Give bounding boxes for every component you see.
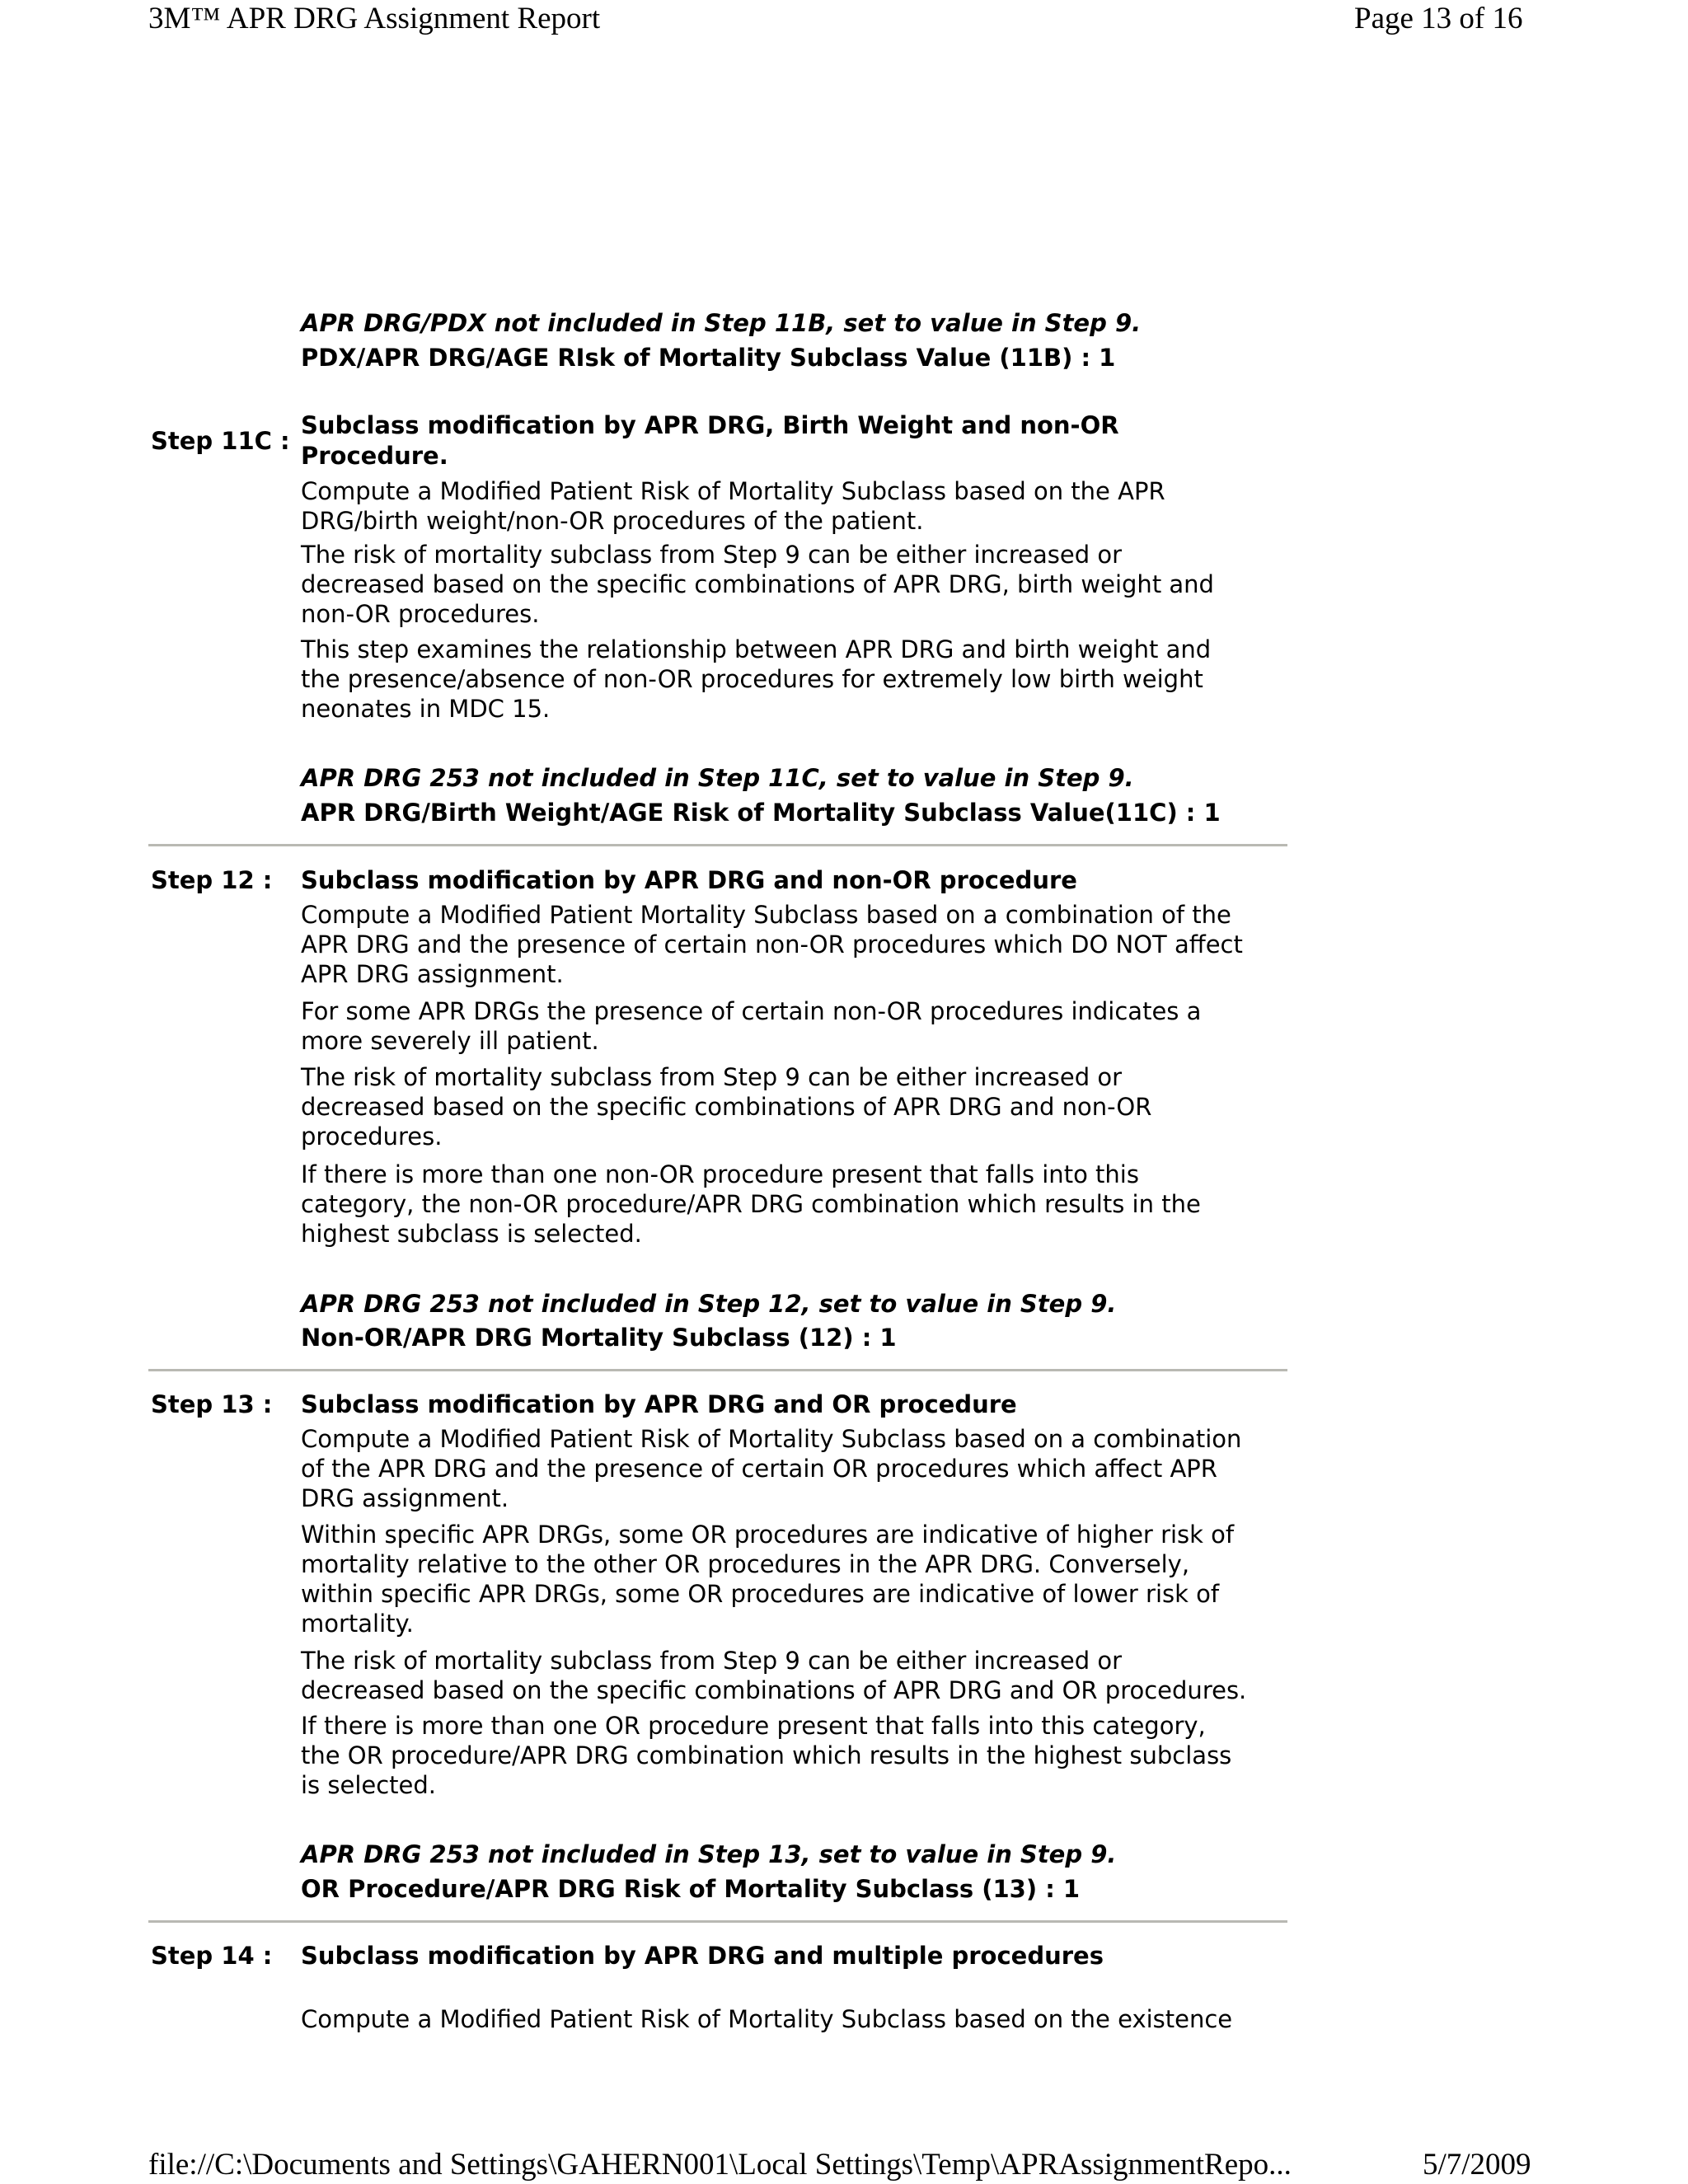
- section-divider: [148, 844, 1287, 846]
- step12-text-line: highest subclass is selected.: [301, 1220, 642, 1248]
- step12-text-line: For some APR DRGs the presence of certain non-OR procedures indicates a: [301, 997, 1202, 1025]
- step11c-label: Step 11C :: [151, 427, 290, 455]
- step13-text-line: within specific APR DRGs, some OR procedures are indicative of lower risk of: [301, 1580, 1220, 1608]
- step11c-note: APR DRG 253 not included in Step 11C, set to value in Step 9.: [301, 764, 1134, 792]
- step13-text-line: of the APR DRG and the presence of certain OR procedures which affect APR: [301, 1455, 1217, 1483]
- step12-text-line: category, the non-OR procedure/APR DRG combination which results in the: [301, 1190, 1201, 1218]
- step14-text-line: Compute a Modified Patient Risk of Mortality Subclass based on the existence: [301, 2005, 1233, 2033]
- step11c-text-line: Compute a Modified Patient Risk of Mortality Subclass based on the APR: [301, 477, 1165, 505]
- step12-text-line: The risk of mortality subclass from Step 9 can be either increased or: [301, 1063, 1123, 1091]
- step11c-text-line: non-OR procedures.: [301, 600, 540, 628]
- section-divider: [148, 1920, 1287, 1923]
- step12-text-line: If there is more than one non-OR procedure present that falls into this: [301, 1160, 1139, 1188]
- step13-note: APR DRG 253 not included in Step 13, set to value in Step 9.: [301, 1840, 1117, 1868]
- step12-label: Step 12 :: [151, 866, 273, 894]
- step12-text-line: procedures.: [301, 1122, 443, 1151]
- print-date: 5/7/2009: [1423, 2148, 1531, 2182]
- step12-result: Non-OR/APR DRG Mortality Subclass (12) : 1: [301, 1324, 897, 1352]
- step13-title: Subclass modification by APR DRG and OR procedure: [301, 1390, 1017, 1418]
- step11b-result: PDX/APR DRG/AGE RIsk of Mortality Subclass Value (11B) : 1: [301, 344, 1116, 372]
- step11c-text-line: DRG/birth weight/non-OR procedures of the patient.: [301, 507, 924, 535]
- step12-text-line: Compute a Modified Patient Mortality Subclass based on a combination of the: [301, 901, 1231, 929]
- step11c-title-line: Procedure.: [301, 442, 448, 470]
- report-title: 3M™ APR DRG Assignment Report: [148, 2, 601, 35]
- step12-title: Subclass modification by APR DRG and non-OR procedure: [301, 866, 1077, 894]
- step12-text-line: APR DRG assignment.: [301, 960, 564, 988]
- step13-text-line: is selected.: [301, 1771, 437, 1799]
- step11c-result: APR DRG/Birth Weight/AGE Risk of Mortality Subclass Value(11C) : 1: [301, 799, 1221, 827]
- step13-text-line: Compute a Modified Patient Risk of Mortality Subclass based on a combination: [301, 1425, 1242, 1453]
- page-number: Page 13 of 16: [1354, 2, 1523, 35]
- step12-text-line: more severely ill patient.: [301, 1027, 599, 1055]
- step13-text-line: the OR procedure/APR DRG combination which results in the highest subclass: [301, 1741, 1232, 1769]
- step13-text-line: decreased based on the specific combinations of APR DRG and OR procedures.: [301, 1676, 1247, 1704]
- step12-text-line: APR DRG and the presence of certain non-OR procedures which DO NOT affect: [301, 930, 1243, 958]
- step14-title: Subclass modification by APR DRG and multiple procedures: [301, 1942, 1104, 1970]
- step11c-text-line: The risk of mortality subclass from Step 9 can be either increased or: [301, 541, 1123, 569]
- step11c-text-line: decreased based on the specific combinations of APR DRG, birth weight and: [301, 570, 1214, 598]
- step11c-title-line: Subclass modification by APR DRG, Birth Weight and non-OR: [301, 411, 1119, 439]
- step12-note: APR DRG 253 not included in Step 12, set to value in Step 9.: [301, 1290, 1117, 1318]
- step12-text-line: decreased based on the specific combinations of APR DRG and non-OR: [301, 1093, 1152, 1121]
- step11c-text-line: the presence/absence of non-OR procedures for extremely low birth weight: [301, 665, 1203, 693]
- step13-text-line: Within specific APR DRGs, some OR procedures are indicative of higher risk of: [301, 1521, 1235, 1549]
- step13-label: Step 13 :: [151, 1390, 273, 1418]
- step13-result: OR Procedure/APR DRG Risk of Mortality Subclass (13) : 1: [301, 1875, 1081, 1903]
- step11b-note: APR DRG/PDX not included in Step 11B, set to value in Step 9.: [301, 309, 1142, 337]
- step13-text-line: If there is more than one OR procedure present that falls into this category,: [301, 1712, 1206, 1740]
- step13-text-line: mortality relative to the other OR procedures in the APR DRG. Conversely,: [301, 1550, 1190, 1578]
- file-path: file://C:\Documents and Settings\GAHERN001\Local Settings\Temp\APRAssignmentRepo...: [148, 2148, 1292, 2182]
- step13-text-line: DRG assignment.: [301, 1484, 509, 1512]
- step14-label: Step 14 :: [151, 1942, 273, 1970]
- step11c-text-line: neonates in MDC 15.: [301, 695, 551, 723]
- step11c-text-line: This step examines the relationship between APR DRG and birth weight and: [301, 635, 1212, 663]
- section-divider: [148, 1369, 1287, 1371]
- step13-text-line: mortality.: [301, 1610, 414, 1638]
- step13-text-line: The risk of mortality subclass from Step 9 can be either increased or: [301, 1647, 1123, 1675]
